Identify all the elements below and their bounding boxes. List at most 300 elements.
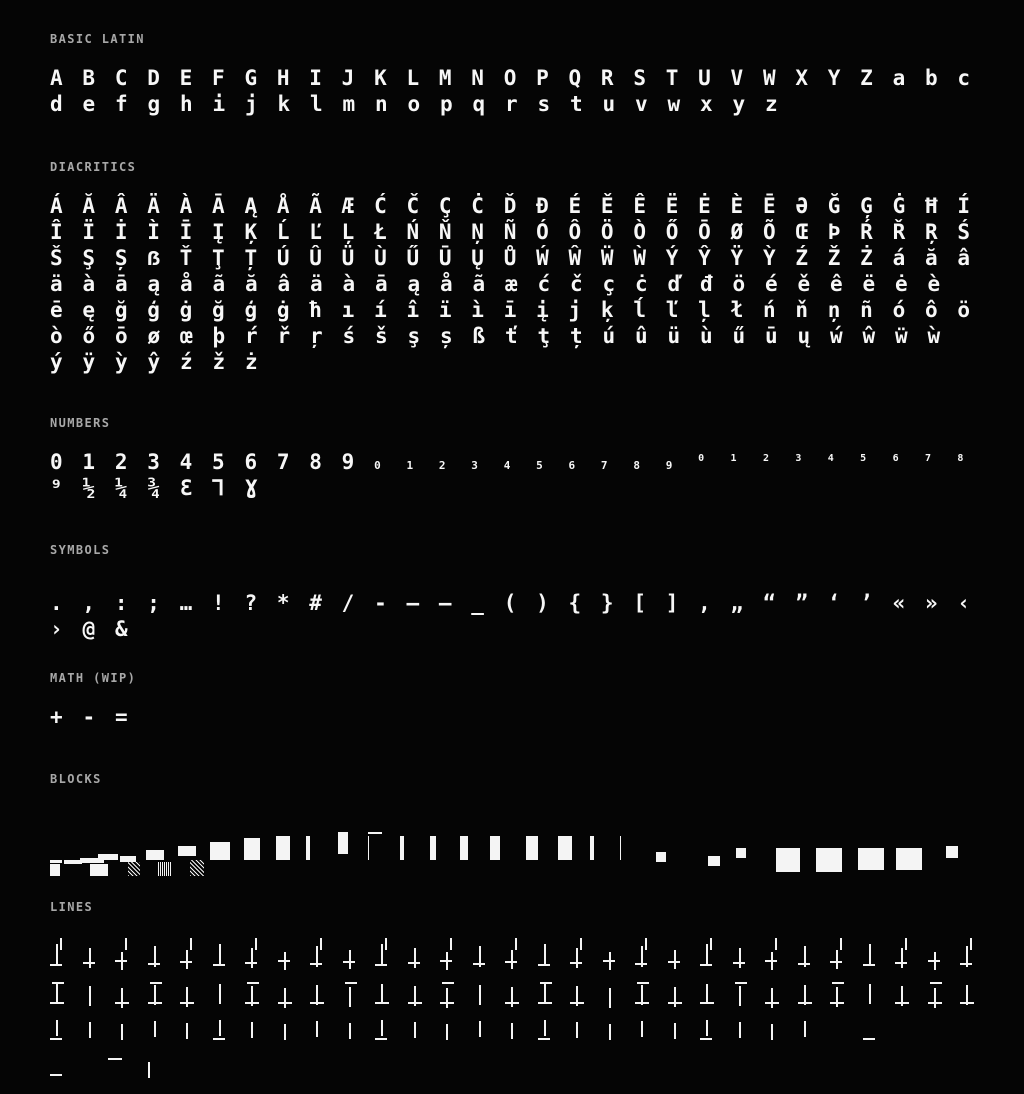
line-glyph — [804, 1021, 806, 1037]
glyph: ò — [50, 324, 63, 348]
line-glyph — [544, 1020, 546, 1036]
glyph: Ļ — [341, 220, 355, 244]
glyph: H — [276, 66, 290, 90]
glyph: î — [406, 298, 420, 322]
glyph: ⁹ — [50, 476, 63, 500]
line-glyph — [115, 960, 127, 962]
glyph: « — [892, 591, 906, 615]
glyph: „ — [730, 591, 744, 615]
glyph: , — [82, 591, 96, 615]
block-glyph — [244, 838, 260, 860]
line-glyph — [538, 1038, 550, 1040]
glyph: Ű — [406, 246, 420, 270]
line-glyph — [381, 944, 383, 966]
glyph: Q — [568, 66, 582, 90]
glyph: ț — [570, 324, 583, 348]
glyph: Ș — [114, 246, 128, 270]
glyph: D — [147, 66, 160, 90]
line-glyph — [148, 1062, 150, 1078]
line-glyph — [674, 950, 676, 969]
line-glyph — [538, 1002, 552, 1004]
line-glyph — [154, 1021, 156, 1037]
line-glyph — [180, 961, 192, 963]
glyph: = — [115, 705, 128, 729]
line-glyph — [345, 982, 357, 984]
glyph: Ś — [957, 220, 971, 244]
line-glyph — [863, 964, 875, 966]
line-glyph — [349, 987, 351, 1007]
glyph: 6 — [244, 450, 258, 474]
glyph: ē — [50, 298, 63, 322]
glyph: P — [536, 66, 549, 90]
glyph-row — [50, 705, 990, 729]
glyph: ą — [407, 272, 421, 296]
glyph: @ — [82, 617, 96, 641]
line-glyph — [505, 961, 517, 963]
line-glyph — [121, 988, 123, 1008]
line-glyph — [56, 944, 58, 966]
line-glyph — [245, 962, 257, 964]
glyph: č — [570, 272, 583, 296]
glyph: B — [82, 66, 96, 90]
glyph: K — [374, 66, 387, 90]
glyph: 4 — [179, 450, 193, 474]
block-glyph — [98, 854, 118, 860]
glyph: ă — [245, 272, 258, 296]
line-glyph — [251, 948, 253, 968]
line-glyph — [310, 963, 322, 965]
glyph: ẅ — [895, 324, 908, 348]
line-glyph — [408, 962, 420, 964]
glyph: â — [277, 272, 291, 296]
line-glyph — [89, 986, 91, 1006]
glyph-grid — [50, 194, 990, 374]
glyph: Į — [212, 220, 225, 244]
line-glyph — [739, 986, 741, 1006]
line-glyph — [928, 960, 940, 962]
line-glyph — [442, 982, 454, 984]
glyph: ù — [700, 324, 713, 348]
glyph: Œ — [795, 220, 808, 244]
glyph: Ė — [698, 194, 711, 218]
glyph-row — [50, 617, 990, 641]
glyph: ő — [82, 324, 96, 348]
glyph-row — [50, 350, 990, 374]
section-lines — [50, 900, 990, 1084]
line-glyph — [511, 1023, 513, 1039]
glyph: ġ — [276, 298, 290, 322]
glyph: ű — [732, 324, 746, 348]
glyph: ý — [50, 350, 63, 374]
glyph: ų — [797, 324, 811, 348]
glyph: ģ — [244, 298, 258, 322]
glyph: ņ — [827, 298, 841, 322]
glyph: ș — [440, 324, 453, 348]
glyph: Ŗ — [924, 220, 938, 244]
glyph: M — [438, 66, 452, 90]
glyph: ź — [180, 350, 193, 374]
glyph: Ě — [600, 194, 614, 218]
glyph: T — [665, 66, 679, 90]
glyph: è — [927, 272, 941, 296]
glyph: ş — [407, 324, 421, 348]
glyph: ģ — [147, 298, 160, 322]
glyph: Ġ — [892, 194, 906, 218]
line-glyph — [89, 1022, 91, 1038]
line-glyph — [733, 962, 745, 964]
line-glyph — [56, 984, 58, 1004]
line-glyph — [108, 1058, 122, 1060]
glyph: 5 — [536, 459, 543, 472]
glyph: J — [341, 66, 355, 90]
glyph: Ţ — [212, 246, 225, 270]
glyph: Ņ — [471, 220, 484, 244]
glyph: Ỳ — [762, 246, 776, 270]
section-heading: BLOCKS — [50, 772, 102, 786]
glyph: Ň — [438, 220, 452, 244]
glyph: Ō — [698, 220, 711, 244]
glyph: ŷ — [147, 350, 161, 374]
line-glyph — [635, 1002, 649, 1004]
glyph: ġ — [179, 298, 193, 322]
line-glyph — [381, 1020, 383, 1036]
glyph: À — [179, 194, 193, 218]
glyph: ã — [212, 272, 226, 296]
line-glyph — [375, 964, 387, 966]
glyph: ğ — [212, 298, 225, 322]
glyph: a — [892, 66, 906, 90]
glyph: C — [114, 66, 128, 90]
glyph: ń — [762, 298, 776, 322]
glyph: Ř — [892, 220, 906, 244]
block-glyph — [490, 836, 500, 860]
glyph: n — [375, 92, 388, 116]
line-glyph — [580, 938, 582, 950]
glyph: ŵ — [862, 324, 876, 348]
glyph: ? — [244, 591, 258, 615]
line-glyph — [50, 1074, 62, 1076]
glyph: Þ — [827, 220, 841, 244]
glyph: ś — [342, 324, 356, 348]
line-glyph — [798, 963, 810, 965]
glyph: ļ — [698, 298, 711, 322]
glyph: ħ — [309, 298, 322, 322]
glyph-row — [50, 246, 990, 270]
line-glyph — [832, 982, 844, 984]
glyph: f — [115, 92, 128, 116]
glyph: ň — [795, 298, 808, 322]
glyph: Ľ — [309, 220, 322, 244]
line-glyph — [440, 1002, 454, 1004]
line-glyph — [836, 950, 838, 969]
glyph: ! — [212, 591, 225, 615]
glyph: ŕ — [245, 324, 258, 348]
line-glyph — [186, 950, 188, 969]
glyph: ẃ — [830, 324, 843, 348]
line-glyph — [765, 1002, 779, 1004]
glyph: Y — [827, 66, 841, 90]
glyph: Ą — [244, 194, 258, 218]
line-glyph — [505, 1002, 519, 1004]
glyph-row — [50, 591, 990, 615]
line-glyph — [255, 938, 257, 950]
glyph: Ẅ — [600, 246, 614, 270]
line-glyph — [83, 962, 95, 964]
glyph: Č — [406, 194, 420, 218]
glyph: Ö — [600, 220, 614, 244]
line-glyph — [905, 938, 907, 950]
glyph: ) — [536, 591, 549, 615]
glyph: k — [277, 92, 291, 116]
glyph: + — [50, 705, 63, 729]
glyph: ė — [895, 272, 908, 296]
glyph: Ç — [438, 194, 452, 218]
glyph: Ó — [536, 220, 549, 244]
line-glyph — [710, 938, 712, 950]
glyph: É — [568, 194, 582, 218]
section-heading: SYMBOLS — [50, 543, 111, 557]
line-glyph — [375, 1038, 387, 1040]
line-glyph — [869, 984, 871, 1004]
line-glyph — [349, 950, 351, 969]
glyph: ł — [730, 298, 744, 322]
block-glyph — [708, 856, 720, 866]
glyph: X — [795, 66, 808, 90]
glyph: ā — [115, 272, 128, 296]
glyph: š — [375, 324, 388, 348]
glyph: * — [276, 591, 290, 615]
glyph: Ä — [147, 194, 160, 218]
glyph-row — [50, 450, 990, 474]
line-glyph — [219, 1020, 221, 1036]
glyph: Ď — [503, 194, 517, 218]
glyph: 8 — [633, 459, 640, 472]
glyph: O — [503, 66, 517, 90]
glyph: Â — [114, 194, 128, 218]
glyph: ¼ — [115, 476, 128, 500]
glyph-grid — [50, 66, 990, 116]
glyph: ç — [602, 272, 616, 296]
line-glyph — [739, 1022, 741, 1038]
glyph: ‹ — [957, 591, 971, 615]
line-glyph — [186, 987, 188, 1007]
section-heading: DIACRITICS — [50, 160, 137, 174]
glyph: j — [245, 92, 258, 116]
block-glyph — [558, 836, 572, 860]
line-glyph — [414, 948, 416, 968]
block-glyph — [816, 848, 842, 872]
glyph: å — [440, 272, 453, 296]
block-glyph — [128, 862, 140, 876]
glyph: ì — [471, 298, 484, 322]
glyph: c — [957, 66, 971, 90]
glyph: Ķ — [244, 220, 258, 244]
glyph: é — [765, 272, 778, 296]
glyph: › — [50, 617, 63, 641]
line-glyph — [706, 984, 708, 1004]
glyph: G — [244, 66, 258, 90]
line-glyph — [538, 964, 550, 966]
block-glyph — [656, 852, 666, 862]
glyph: o — [407, 92, 421, 116]
line-glyph — [450, 938, 452, 950]
line-glyph — [60, 938, 62, 950]
glyph: ê — [830, 272, 843, 296]
glyph: ‚ — [698, 591, 711, 615]
line-glyph — [960, 963, 972, 965]
block-glyph — [460, 836, 468, 860]
glyph: Ï — [82, 220, 96, 244]
glyph: ¾ — [147, 476, 161, 500]
glyph: à — [82, 272, 96, 296]
glyph: ú — [602, 324, 616, 348]
glyph: í — [374, 298, 387, 322]
section-heading: MATH (WIP) — [50, 671, 137, 685]
glyph: _ — [471, 591, 484, 615]
block-glyph — [158, 862, 172, 876]
line-glyph — [674, 1023, 676, 1039]
block-glyph — [50, 860, 62, 863]
glyph: 8 — [957, 453, 964, 464]
glyph-row — [50, 220, 990, 244]
glyph: r — [505, 92, 518, 116]
line-glyph — [515, 938, 517, 950]
line-glyph — [570, 962, 582, 964]
glyph: ” — [795, 591, 808, 615]
glyph: Ł — [374, 220, 387, 244]
glyph: 7 — [924, 453, 931, 464]
glyph: Î — [50, 220, 63, 244]
glyph: [ — [633, 591, 646, 615]
glyph: 6 — [892, 453, 899, 464]
line-glyph — [735, 982, 747, 984]
line-glyph — [381, 984, 383, 1004]
line-glyph — [278, 1002, 292, 1004]
glyph: i — [212, 92, 226, 116]
glyph: Ŷ — [698, 246, 711, 270]
line-glyph — [609, 988, 611, 1008]
glyph: — — [438, 591, 452, 615]
glyph: 1 — [406, 459, 414, 472]
glyph: Ş — [82, 246, 96, 270]
line-glyph — [121, 1024, 123, 1040]
line-glyph — [895, 1002, 909, 1004]
line-glyph — [706, 944, 708, 966]
line-glyph — [50, 964, 62, 966]
glyph: - — [82, 705, 96, 729]
line-glyph — [635, 963, 647, 965]
line-glyph — [895, 962, 907, 964]
glyph: 2 — [114, 450, 128, 474]
line-glyph — [446, 988, 448, 1008]
glyph: 0 — [698, 453, 705, 464]
glyph: 1 — [730, 453, 737, 464]
line-glyph — [251, 1022, 253, 1038]
line-glyph — [540, 982, 552, 984]
block-glyph — [50, 864, 60, 876]
glyph: 3 — [795, 453, 802, 464]
block-glyph — [306, 836, 310, 860]
line-glyph — [284, 1024, 286, 1040]
glyph: å — [180, 272, 193, 296]
glyph: Ì — [147, 220, 160, 244]
glyph: : — [114, 591, 128, 615]
line-glyph — [343, 961, 355, 963]
glyph: Á — [50, 194, 63, 218]
glyph: Û — [309, 246, 322, 270]
line-glyph — [150, 982, 162, 984]
glyph: . — [50, 591, 63, 615]
glyph: … — [179, 591, 193, 615]
line-glyph — [544, 944, 546, 966]
line-glyph — [765, 960, 777, 962]
line-glyph — [930, 982, 942, 984]
line-glyph — [52, 982, 64, 984]
line-glyphs — [50, 934, 990, 1084]
glyph: Ü — [341, 246, 355, 270]
line-glyph — [739, 948, 741, 968]
glyph: Å — [276, 194, 290, 218]
glyph: V — [730, 66, 744, 90]
glyph: â — [957, 246, 971, 270]
glyph: ã — [472, 272, 486, 296]
glyph: Ų — [471, 246, 484, 270]
line-glyph — [440, 960, 452, 962]
line-glyph — [408, 1002, 422, 1004]
glyph-row — [50, 324, 990, 348]
glyph: ä — [310, 272, 323, 296]
line-glyph — [798, 1002, 812, 1004]
glyph: u — [602, 92, 616, 116]
glyph: ă — [924, 246, 938, 270]
glyph: # — [309, 591, 322, 615]
glyph: Ź — [795, 246, 808, 270]
line-glyph — [970, 938, 972, 950]
glyph: Ń — [406, 220, 420, 244]
line-glyph — [771, 1024, 773, 1040]
glyph: W — [762, 66, 776, 90]
line-glyph — [320, 938, 322, 950]
block-glyph — [590, 836, 594, 860]
glyph: ć — [537, 272, 551, 296]
glyph: ě — [797, 272, 811, 296]
line-glyph — [375, 1002, 389, 1004]
glyph: v — [635, 92, 648, 116]
glyph: m — [342, 92, 356, 116]
glyph: Ꞁ — [212, 476, 225, 500]
glyph: Ģ — [860, 194, 873, 218]
glyph: Ẃ — [536, 246, 549, 270]
glyph: Ò — [633, 220, 646, 244]
line-glyph — [385, 938, 387, 950]
line-glyph — [840, 938, 842, 950]
glyph: j — [568, 298, 582, 322]
line-glyph — [284, 988, 286, 1008]
glyph: ỳ — [115, 350, 128, 374]
glyph: Ă — [82, 194, 96, 218]
glyph: á — [892, 246, 906, 270]
glyph: Z — [860, 66, 873, 90]
glyph: { — [568, 591, 582, 615]
line-glyph — [700, 964, 712, 966]
glyph: 6 — [568, 459, 576, 472]
section-diacritics — [50, 160, 990, 376]
block-glyph — [190, 860, 204, 876]
glyph: E — [179, 66, 193, 90]
glyph: Ĺ — [276, 220, 290, 244]
glyph: h — [180, 92, 193, 116]
glyph: đ — [700, 272, 713, 296]
